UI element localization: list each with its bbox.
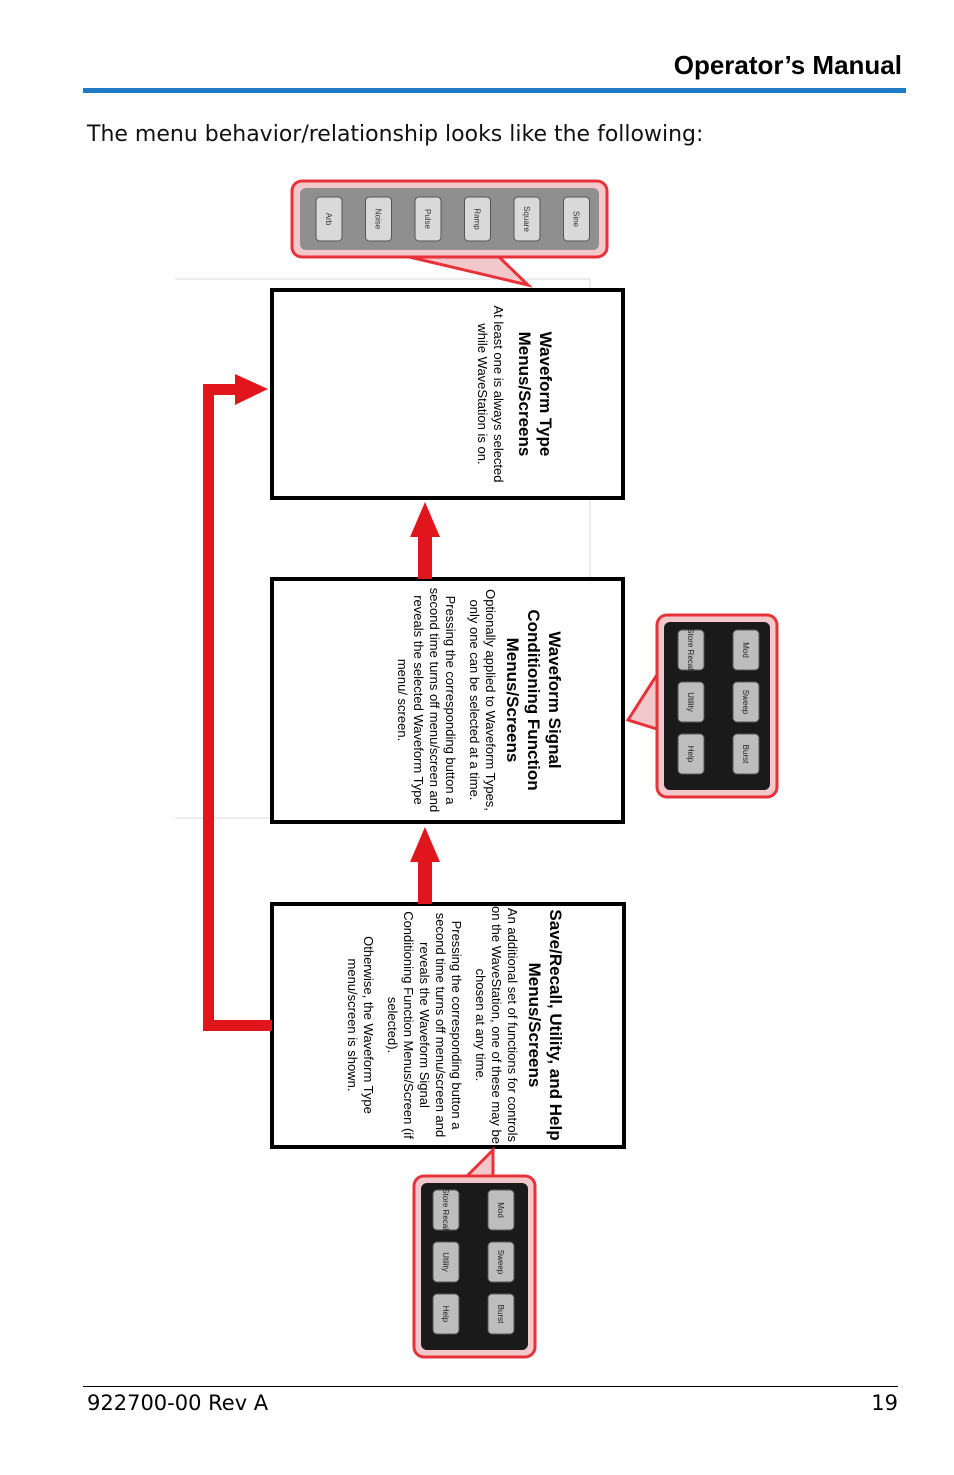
waveform-type-box-text	[338, 290, 556, 498]
function-key	[433, 1188, 459, 1232]
intro-text: The menu behavior/relationship looks like the following:	[87, 122, 704, 147]
doc-number: 922700-00 Rev A	[87, 1391, 269, 1415]
arrow-up-2	[410, 827, 440, 904]
function-key	[488, 1190, 514, 1230]
function-key	[733, 682, 759, 722]
key-label: Store Recall	[441, 1188, 450, 1232]
waveform-key	[366, 197, 392, 241]
box-title: Waveform Signal Conditioning Function Menus/Screens	[503, 609, 564, 791]
box-description: An additional set of functions for controls on the WaveStation, one of these may be chosen at any time.	[473, 906, 520, 1144]
function-key	[733, 630, 759, 670]
key-label: Help	[686, 745, 695, 763]
key-label: Store Recall	[686, 628, 695, 672]
arrow-up-1	[410, 502, 440, 579]
save-recall-box-text	[330, 905, 566, 1145]
waveform-key	[514, 197, 540, 241]
box-description-3: Otherwise, the Waveform Type menu/screen is shown.	[345, 936, 376, 1114]
function-key	[488, 1294, 514, 1334]
waveform-keypad-callout	[292, 181, 607, 285]
box-description: At least one is always selected while WaveStation is on.	[475, 305, 506, 483]
page-header-title: Operator’s Manual	[673, 50, 902, 80]
key-label: Utility	[441, 1252, 450, 1272]
key-label: Burst	[496, 1304, 505, 1324]
page-number: 19	[871, 1391, 898, 1415]
signal-conditioning-box-text	[329, 580, 565, 820]
key-label: Ramp	[472, 208, 482, 230]
key-label: Help	[441, 1305, 450, 1323]
function-key	[678, 734, 704, 774]
box-title: Save/Recall, Utility, and Help Menus/Screens	[525, 909, 565, 1141]
key-label: Mod	[496, 1202, 505, 1218]
callout-pointer	[405, 256, 528, 285]
function-key	[488, 1242, 514, 1282]
function-key	[433, 1294, 459, 1334]
conditioning-keypad-callout	[628, 615, 777, 797]
function-key	[433, 1242, 459, 1282]
function-key	[678, 682, 704, 722]
key-label: Pulse	[423, 208, 432, 230]
box-description: Optionally applied to Waveform Types, only one can be selected at a time.	[467, 589, 498, 811]
function-key	[678, 628, 704, 672]
box-description-2: Pressing the corresponding button a second time turns off menu/screen and reveals the selected Waveform Type menu/ screen.	[395, 587, 458, 813]
key-label: Utility	[686, 692, 695, 712]
waveform-keypad-panel	[300, 188, 599, 250]
key-label: Sweep	[741, 689, 750, 715]
box-description-2: Pressing the corresponding button a second time turns off menu/screen and reveals the Waveform Signal Conditioning Function Menus/Screen (if selected).	[385, 911, 464, 1139]
key-label: Sweep	[496, 1249, 505, 1275]
waveform-key	[316, 197, 342, 241]
function-key	[733, 734, 759, 774]
key-label: Burst	[741, 744, 750, 764]
utility-keypad-callout	[414, 1150, 535, 1357]
waveform-key	[465, 197, 491, 241]
waveform-key	[415, 197, 441, 241]
key-label: Mod	[741, 642, 750, 658]
key-label: Square	[522, 206, 531, 232]
waveform-key	[564, 197, 590, 241]
key-label: Sine	[571, 210, 581, 228]
footer-rule	[83, 1386, 898, 1387]
box-title: Waveform Type Menus/Screens	[515, 331, 555, 457]
callout-pointer	[628, 670, 660, 730]
return-arrow	[203, 374, 272, 1031]
key-label: Arb	[324, 212, 333, 226]
key-label: Noise	[373, 208, 383, 230]
